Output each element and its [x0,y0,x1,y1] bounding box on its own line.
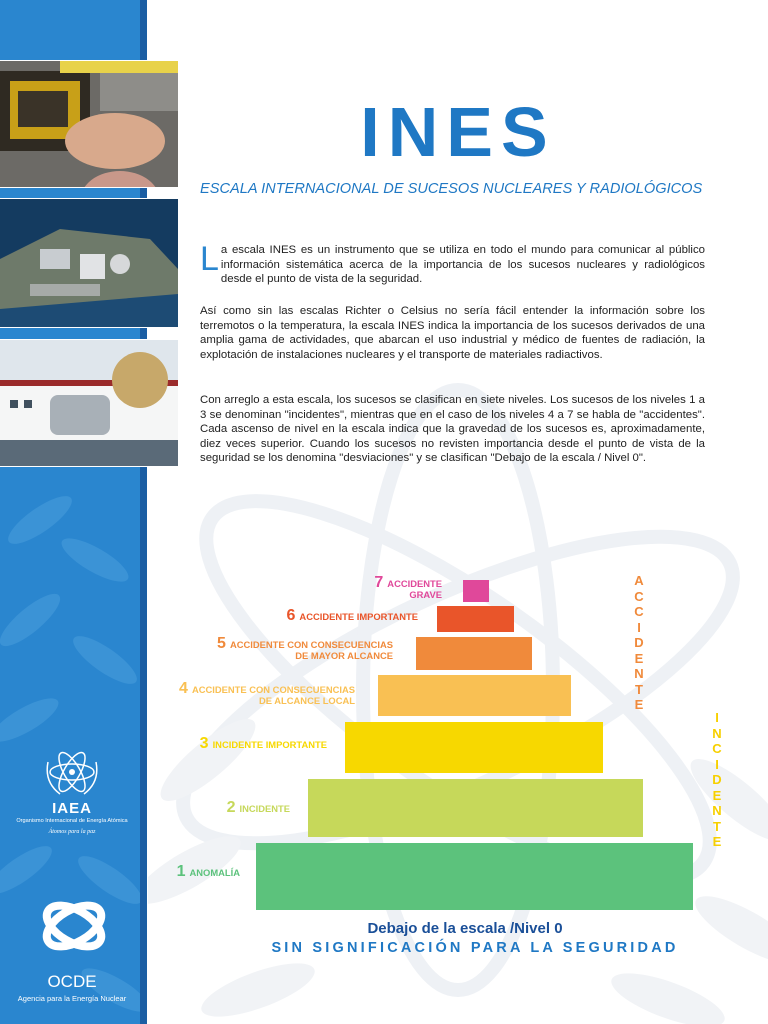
pyramid-level-text: ANOMALÍA [189,867,240,878]
vertical-word: I N C I D E N T E [712,710,722,849]
paragraph-3: Con arreglo a esta escala, los sucesos se clasifican en siete niveles. Los sucesos de los niveles 1 a 3 se denominan "incidentes", mientras que en el caso de los niveles 4 a 7 se habla de "accidentes". Cada ascenso de nivel en la escala indica que la gravedad de los sucesos es, aproximadamente, diez veces superior. Cuando los sucesos no revisten importancia desde el punto de vista de la seguridad se los denomina "desviaciones" y se clasifican "Debajo de la escala / Nivel 0". [200,394,705,465]
ocde-name: OCDE [47,972,97,991]
page-title: INES [360,93,556,171]
iaea-motto: Átomos para la paz [48,829,96,835]
pyramid-level-number: 6 [286,607,296,624]
incidente-vertical-label [706,710,728,850]
pyramid-level-number: 7 [374,574,384,591]
pyramid-level-number: 5 [217,635,226,652]
pyramid-level-number: 1 [176,863,186,880]
photo-ship-transport [0,339,178,467]
accidente-vertical-label [628,573,650,713]
below-scale-subtitle: SIN SIGNIFICACIÓN PARA LA SEGURIDAD [271,940,679,956]
pyramid-level-number: 4 [179,680,188,697]
pyramid-level-text: INCIDENTE [239,803,290,814]
pyramid-level-text: ACCIDENTE CON CONSECUENCIAS [229,639,393,650]
paragraph-2: Así como sin las escalas Richter o Celsius no sería fácil entender la información sobre los terremotos o la temperatura, la escala INES indica la importancia de los sucesos derivados de una amplia gama de actividades, que abarcan el uso industrial y médico de fuentes de radiación, la explotación de instalaciones nucleares y el transporte de materiales radiactivos. [200,305,705,361]
pyramid-level-text: ACCIDENTE IMPORTANTE [299,611,418,622]
below-scale-title: Debajo de la escala /Nivel 0 [367,920,563,937]
pyramid-level-7-label [230,574,442,600]
pyramid-level-text: ACCIDENTE [387,578,442,589]
pyramid-level-1-bar [256,843,693,910]
ocde-subtitle: Agencia para la Energía Nuclear [17,994,127,1003]
paragraph-1 [200,240,705,287]
pyramid-level-5-label [160,635,393,661]
pyramid-level-3-label [170,735,327,752]
paragraph-1-text: a escala INES es un instrumento que se utiliza en todo el mundo para comunicar al público información sistemática acerca de la importancia de los sucesos nucleares y radiológicos desde el punto de vista de la seguridad. [220,244,705,286]
pyramid-level-1-label [150,863,240,880]
photo-nuclear-plant-aerial [0,198,178,328]
pyramid-level-text: INCIDENTE IMPORTANTE [212,739,327,750]
iaea-subtitle: Organismo Internacional de Energía Atómica [16,818,128,824]
iaea-name: IAEA [52,800,92,817]
pyramid-level-3-bar [345,722,603,773]
page-subtitle: ESCALA INTERNACIONAL DE SUCESOS NUCLEARES Y RADIOLÓGICOS [200,181,703,197]
vertical-word: A C C I D E N T E [634,573,644,712]
pyramid-level-4-label [160,680,355,706]
ocde-logo-icon [36,886,112,962]
pyramid-level-7-bar [463,580,489,602]
pyramid-level-2-bar [308,779,643,837]
pyramid-level-text-line2: GRAVE [409,589,442,600]
pyramid-level-number: 2 [226,799,236,816]
pyramid-level-6-label [180,607,418,624]
pyramid-level-number: 3 [199,735,209,752]
pyramid-level-5-bar [416,637,532,670]
pyramid-level-2-label [190,799,290,816]
drop-cap: L [200,240,219,278]
pyramid-level-text-line2: DE ALCANCE LOCAL [258,695,355,706]
iaea-logo-icon [42,748,102,798]
pyramid-level-text-line2: DE MAYOR ALCANCE [295,650,393,661]
pyramid-level-text: ACCIDENTE CON CONSECUENCIAS [191,684,355,695]
pyramid-level-6-bar [437,606,514,632]
pyramid-level-4-bar [378,675,571,716]
